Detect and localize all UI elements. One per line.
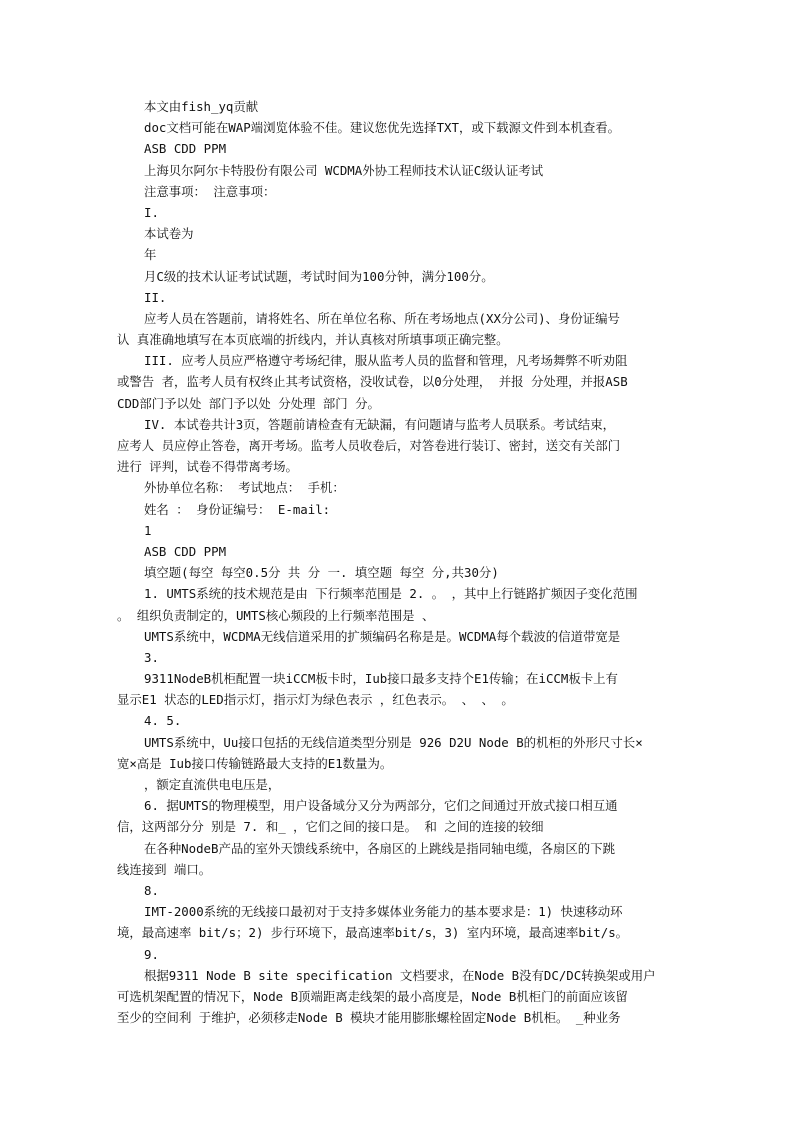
text-line: 境，最高速率 bit/s；2) 步行环境下，最高速率bit/s，3) 室内环境，最高速率bit/s。 — [117, 925, 629, 941]
text-line: 注意事项： 注意事项： — [144, 183, 276, 199]
text-line: 宽×高是 Iub接口传输链路最大支持的E1数量为。 — [117, 755, 393, 771]
text-line: ，额定直流供电电压是， — [144, 777, 281, 792]
text-line: 线连接到 端口。 — [117, 861, 212, 877]
text-line: 上海贝尔阿尔卡特股份有限公司 WCDMA外协工程师技术认证C级认证考试 — [144, 162, 544, 178]
text-line: 本文由fish_yq贡献 — [144, 99, 259, 114]
text-line: 4. 5. — [144, 713, 182, 729]
text-line: 在各种NodeB产品的室外天馈线系统中，各扇区的上跳线是指同轴电缆，各扇区的下跳 — [144, 840, 615, 856]
text-line: 填空题(每空 每空0.5分 共 分 一. 填空题 每空 分,共30分) — [144, 565, 499, 581]
text-line: 可选机架配置的情况下，Node B顶端距离走线架的最小高度是，Node B机柜门的前面应该留 — [117, 988, 628, 1004]
document-body — [117, 96, 693, 1028]
text-line: 月C级的技术认证考试试题，考试时间为100分钟，满分100分。 — [144, 268, 494, 284]
text-line: 应考人 员应停止答卷，离开考场。监考人员收卷后，对答卷进行装订、密封，送交有关部门 — [117, 438, 621, 453]
text-line: doc文档可能在WAP端浏览体验不佳。建议您优先选择TXT，或下载源文件到本机查看。 — [144, 120, 621, 136]
text-line: 6. 据UMTS的物理模型，用户设备域分又分为两部分，它们之间通过开放式接口相互通 — [144, 798, 618, 814]
text-line: 姓名 ： 身份证编号： E-mail: — [144, 501, 331, 517]
text-line: 本试卷为 — [144, 226, 194, 242]
text-line: 或警告 者，监考人员有权终止其考试资格，没收试卷，以0分处理， 并报 分处理，并报ASB — [117, 374, 628, 390]
text-line: 至少的空间利 于维护，必须移走Node B 模块才能用膨胀螺栓固定Node B机柜。 _种业务 — [117, 1010, 621, 1026]
text-line: 3. — [144, 649, 159, 665]
text-line: 1. UMTS系统的技术规范是由 下行频率范围是 2. 。 ，其中上行链路扩频因子变化范围 — [144, 586, 638, 602]
text-line: 进行 评判，试卷不得带离考场。 — [117, 459, 298, 475]
text-line: 年 — [144, 247, 157, 263]
text-line: IMT-2000系统的无线接口最初对于支持多媒体业务能力的基本要求是：1) 快速移动环 — [144, 904, 623, 920]
text-line: 信，这两部分分 别是 7. 和_ ，它们之间的接口是。 和 之间的连接的较细 — [117, 819, 544, 835]
text-line: 1 — [144, 522, 152, 538]
text-line: 。 组织负责制定的，UMTS核心频段的上行频率范围是 、 — [117, 607, 435, 623]
text-line: 认 真准确地填写在本页底端的折线内，并认真核对所填事项正确完整。 — [117, 332, 509, 348]
text-line: 显示E1 状态的LED指示灯，指示灯为绿色表示 ，红色表示。 、 、 。 — [117, 692, 514, 708]
text-line: 8. — [144, 882, 159, 898]
text-line: 9. — [144, 946, 159, 962]
text-line: UMTS系统中，WCDMA无线信道采用的扩频编码名称是是。WCDMA每个载波的信道带宽是 — [144, 628, 621, 644]
text-line: I. — [144, 204, 159, 220]
text-line: 应考人员在答题前，请将姓名、所在单位名称、所在考场地点(XX分公司)、身份证编号 — [144, 310, 620, 326]
text-line: ASB CDD PPM — [144, 141, 227, 157]
text-line: 9311NodeB机柜配置一块iCCM板卡时，Iub接口最多支持个E1传输；在iCCM板卡上有 — [144, 671, 618, 687]
text-line: ASB CDD PPM — [144, 543, 227, 559]
text-line: 根据9311 Node B site specification 文档要求，在Node B没有DC/DC转换架或用户 — [144, 967, 656, 983]
text-line: II. — [144, 289, 167, 305]
text-line: IV. 本试卷共计3页，答题前请检查有无缺漏，有问题请与监考人员联系。考试结束， — [144, 416, 615, 432]
text-line: CDD部门予以处 部门予以处 分处理 部门 分。 — [117, 395, 380, 411]
text-line: 外协单位名称： 考试地点： 手机： — [144, 480, 345, 496]
text-line: UMTS系统中，Uu接口包括的无线信道类型分别是 926 D2U Node B的机柜的外形尺寸长× — [144, 734, 643, 750]
text-line: III. 应考人员应严格遵守考场纪律，服从监考人员的监督和管理，凡考场舞弊不听劝阻 — [144, 353, 628, 369]
